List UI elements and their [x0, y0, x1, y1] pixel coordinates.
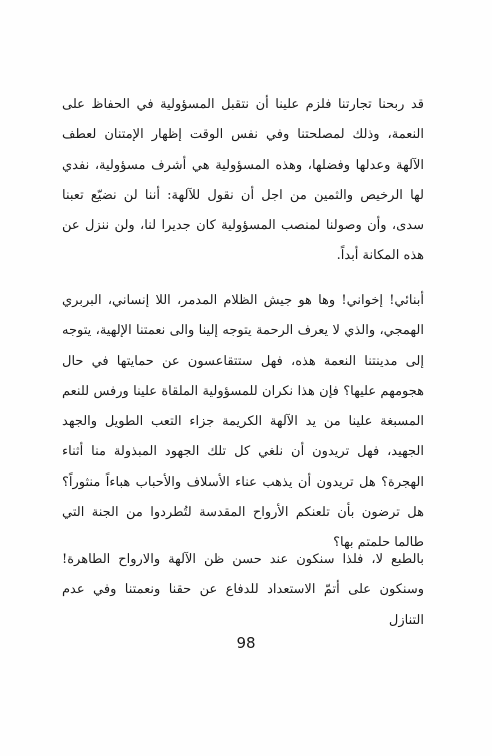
paragraph-3: بالطبع لا، فلذا سنكون عند حسن ظن الآلهة والارواح الطاهرة! وسنكون على أتمّ الاستعداد للدفاع عن حقنا ونعمتنا وفي عدم التنازل [62, 552, 424, 628]
paragraph-1: قد ربحنا تجارتنا فلزم علينا أن نتقبل المسؤولية في الحفاظ على النعمة، وذلك لمصلحتنا وفي نفس الوقت إظهار الإمتنان لعطف الآلهة وعدلها وفضلها، وهذه المسؤولية هي أشرف مسؤولية، نفدي لها الرخيص والثمين من اجل أن نقول للآلهة: أننا لن نضيّع تعبنا سدى، وأن وصولنا لمنصب المسؤولية كان جديرا لنا، ولن ننزل عن هذه المكانة أبداً. [62, 97, 424, 264]
page-number: 98 [236, 634, 256, 652]
paragraph-2: أبنائي! إخواني! وها هو جيش الظلام المدمر، اللا إنساني، البربري الهمجي، والذي لا يعرف الرحمة يتوجه إلينا والى نعمتنا الإلهية، يتوجه إلى مدينتنا النعمة هذه، فهل ستتقاعسون عن حمايتها في حال هجومهم عليها؟ فإن هذا نكران للمسؤولية الملقاة علينا ورفس للنعم المسبغة علينا من يد الآلهة الكريمة جزاء التعب الطويل والجهد الجهيد، فهل تريدون أن نلغي كل تلك الجهود المبذولة منا أثناء الهجرة؟ هل تريدون أن يذهب عناء الأسلاف والأحباب هباءاً منثوراً؟ هل ترضون بأن تلعنكم الأرواح المقدسة لتُطردوا من الجنة التي طالما حلمتم بها؟ [62, 293, 424, 551]
